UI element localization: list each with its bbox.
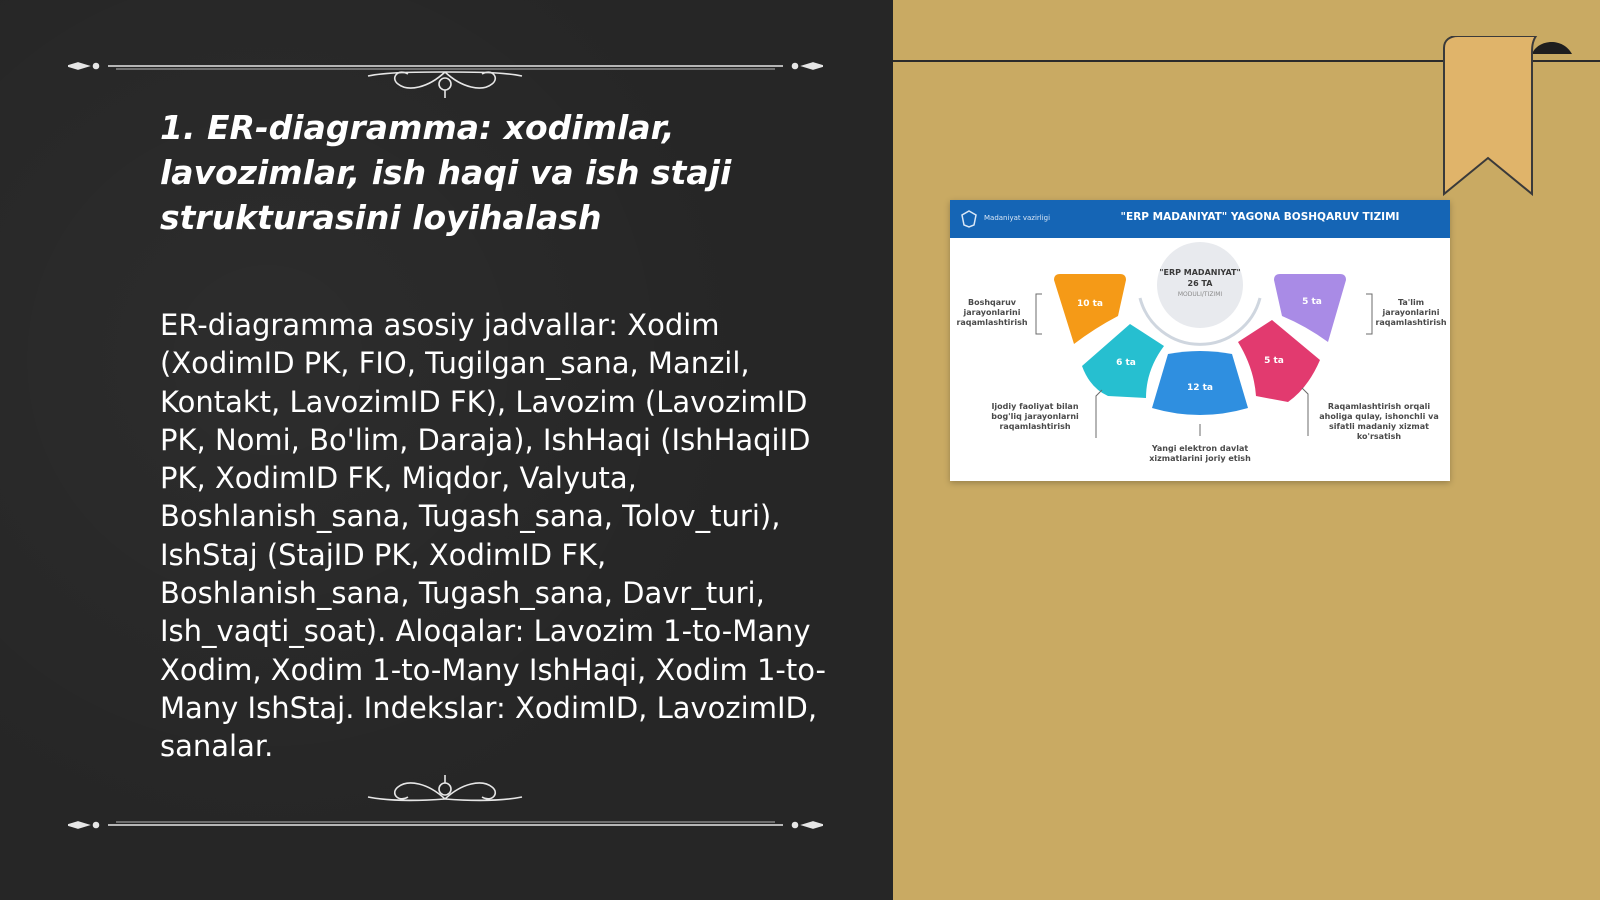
caption-bottom-left: Ijodiy faoliyat bilan bog'liq jarayonlarni raqamlashtirish xyxy=(991,402,1079,431)
center-count: 26 TA xyxy=(1187,279,1213,288)
segment-label-4: 5 ta xyxy=(1264,356,1284,366)
infographic-title: "ERP MADANIYAT" YAGONA BOSHQARUV TIZIMI xyxy=(1120,211,1400,223)
segment-label-2: 6 ta xyxy=(1116,358,1136,368)
bottom-ornament-icon xyxy=(68,775,823,835)
segment-label-3: 12 ta xyxy=(1186,383,1214,393)
emblem-icon xyxy=(960,210,978,228)
center-title: "ERP MADANIYAT" xyxy=(1159,268,1241,277)
segment-label-5: 5 ta xyxy=(1302,297,1322,307)
ministry-logo-text: Madaniyat vazirligi xyxy=(984,214,1051,222)
slide-body-text: ER-diagramma asosiy jadvallar: Xodim (XodimID PK, FIO, Tugilgan_sana, Manzil, Kontakt, LavozimID FK), Lavozim (LavozimID PK, Nomi, Bo'lim, Daraja), IshHaqi (IshHaqiID PK, XodimID FK, Miqdor, Valyuta, Boshlanish_sana, Tugash_sana, Tolov_turi), IshStaj (StajID PK, XodimID FK, Boshlanish_sana, Tugash_sana, Davr_turi, Ish_vaqti_soat). Aloqalar: Lavozim 1-to-Many Xodim, Xodim 1-to-Many IshHaqi, Xodim 1-to-Many IshStaj. Indekslar: XodimID, LavozimID, sanalar. xyxy=(160,308,826,764)
segment-label-1: 10 ta xyxy=(1076,299,1104,309)
slide-title: 1. ER-diagramma: xodimlar, lavozimlar, ish haqi va ish staji strukturasini loyihalash xyxy=(160,108,732,237)
segment-shape-1 xyxy=(1054,274,1126,344)
caption-bottom-center: Yangi elektron davlat xizmatlarini joriy etish xyxy=(1149,444,1251,463)
infographic-header xyxy=(950,200,1450,238)
erp-infographic-image xyxy=(950,200,1450,481)
caption-bottom-right: Raqamlashtirish orqali aholiga qulay, ishonchli va sifatli madaniy xizmat ko'rsatish xyxy=(1319,402,1439,441)
top-ornament-icon xyxy=(68,38,823,98)
center-subtitle: MODULI/TIZIMI xyxy=(1177,291,1223,298)
bookmark-ribbon-icon xyxy=(1432,36,1572,198)
caption-top-right: Ta'lim jarayonlarini raqamlashtirish xyxy=(1375,298,1447,327)
caption-top-left: Boshqaruv jarayonlarini raqamlashtirish xyxy=(956,298,1028,327)
